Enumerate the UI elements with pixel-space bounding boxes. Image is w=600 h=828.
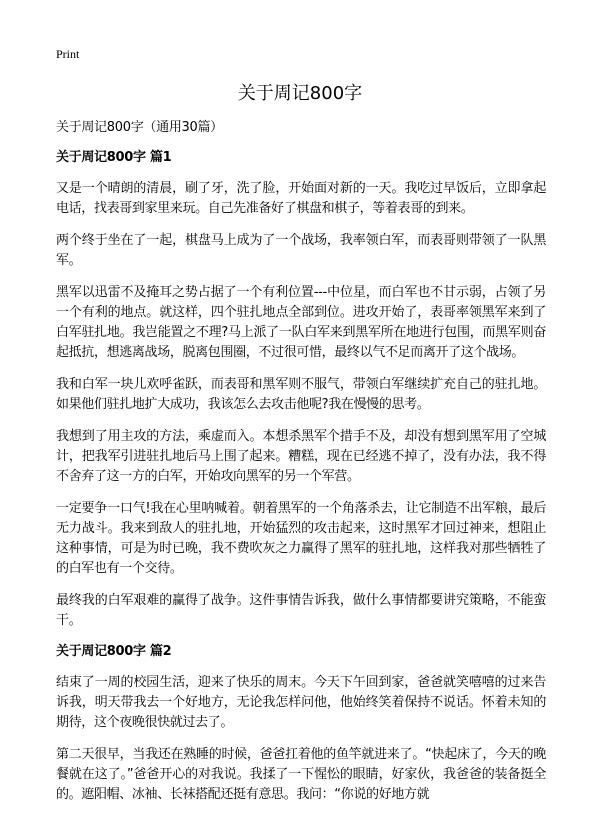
paragraph: 第二天很早，当我还在熟睡的时候，爸爸扛着他的鱼竿就进来了。“快起床了，今天的晚餐就在这了。”爸爸开心的对我说。我揉了一下惺忪的眼睛，好家伙，我爸爸的装备挺全的。遮阳帽、冰袖、长袜搭配还挺有意思。我问：“你说的好地方就 <box>56 747 546 802</box>
paragraph: 最终我的白军艰难的赢得了战争。这件事情告诉我，做什么事情都要讲究策略，不能蛮干。 <box>56 593 546 628</box>
page-title: 关于周记800字 <box>237 83 363 104</box>
paragraph: 我想到了用主攻的方法，乘虚而入。本想杀黑军个措手不及，却没有想到黑军用了空城计，把我军引进驻扎地后马上围了起来。糟糕，现在已经逃不掉了，没有办法，我不得不舍弃了这一方的白军，开始攻向黑军的另一个军营。 <box>56 429 546 484</box>
paragraph: 一定要争一口气!我在心里呐喊着。朝着黑军的一个角落杀去，让它制造不出军粮，最后无力战斗。我来到敌人的驻扎地，开始猛烈的攻击起来，这时黑军才回过神来，想阻止这种事情，可是为时已晚，我不费吹灰之力赢得了黑军的驻扎地，这样我对那些牺牲了的白军也有一个交待。 <box>56 501 546 576</box>
section-heading: 关于周记800字 篇1 <box>56 150 172 165</box>
document-body <box>56 119 546 817</box>
document-subtitle: 关于周记800字（通用30篇） <box>56 120 223 135</box>
print-link[interactable]: Print <box>56 47 80 61</box>
section-2 <box>56 643 546 805</box>
paragraph: 两个终于坐在了一起，棋盘马上成为了一个战场，我率领白军，而表哥则带领了一队黑军。 <box>56 233 546 268</box>
paragraph: 结束了一周的校园生活，迎来了快乐的周末。今天下午回到家，爸爸就笑嘻嘻的过来告诉我，明天带我去一个好地方，无论我怎样问他，他始终笑着保持不说话。怀着未知的期待，这个夜晚很快就过去了。 <box>56 675 546 730</box>
section-heading: 关于周记800字 篇2 <box>56 644 172 659</box>
paragraph: 我和白军一块儿欢呼雀跃，而表哥和黑军则不服气，带领白军继续扩充自己的驻扎地。如果他们驻扎地扩大成功，我该怎么去攻击他呢?我在慢慢的思考。 <box>56 377 546 412</box>
section-1 <box>56 149 546 631</box>
paragraph: 黑军以迅雷不及掩耳之势占据了一个有利位置---中位星，而白军也不甘示弱，占领了另一个有利的地点。就这样，四个驻扎地点全部到位。进攻开始了，表哥率领黑军来到了白军驻扎地。我岂能置之不理?马上派了一队白军来到黑军所在地进行包围，而黑军则奋起抵抗，想逃离战场，脱离包围圈，不过很可惜，最终以气不足而离开了这个战场。 <box>56 285 546 360</box>
paragraph: 又是一个晴朗的清晨，刷了牙，洗了脸，开始面对新的一天。我吃过早饭后，立即拿起电话，找表哥到家里来玩。自己先准备好了棋盘和棋子，等着表哥的到来。 <box>56 181 546 216</box>
